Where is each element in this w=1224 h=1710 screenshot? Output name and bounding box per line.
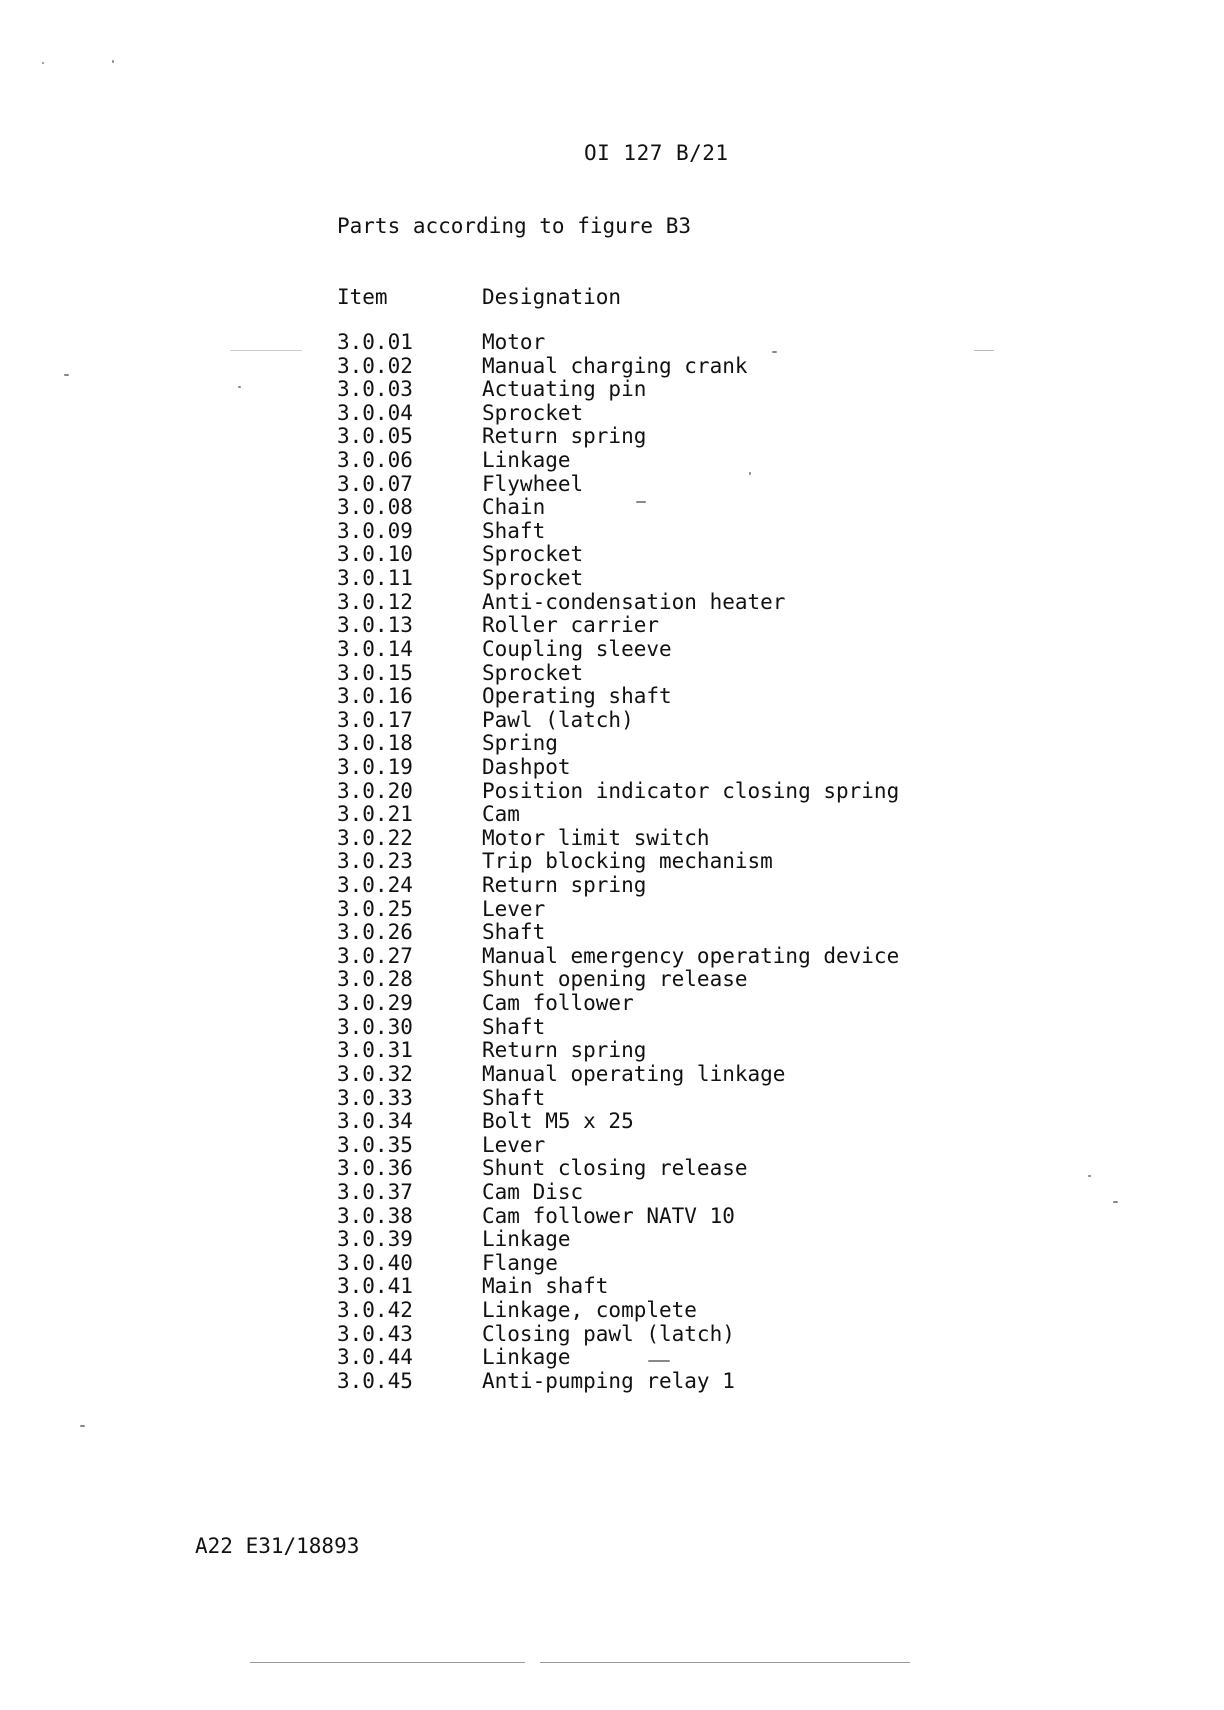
part-designation: Cam follower NATV 10 xyxy=(482,1203,735,1228)
part-designation: Sprocket xyxy=(482,400,584,425)
column-header-item: Item xyxy=(337,285,388,309)
part-row xyxy=(337,449,1037,473)
scan-rule xyxy=(540,1662,910,1663)
part-item-number: 3.0.19 xyxy=(337,754,413,779)
part-item-number: 3.0.36 xyxy=(337,1156,413,1181)
scan-speck xyxy=(648,1360,670,1362)
part-row xyxy=(337,992,1037,1016)
part-row xyxy=(337,425,1037,449)
part-row xyxy=(337,1110,1037,1134)
part-row xyxy=(337,874,1037,898)
part-designation: Shaft xyxy=(482,518,546,543)
part-row xyxy=(337,732,1037,756)
part-item-number: 3.0.37 xyxy=(337,1179,413,1204)
part-designation: Return spring xyxy=(482,873,647,898)
scan-speck xyxy=(749,472,751,475)
part-designation: Lever xyxy=(482,896,546,921)
part-row xyxy=(337,1016,1037,1040)
part-item-number: 3.0.13 xyxy=(337,613,413,638)
part-item-number: 3.0.30 xyxy=(337,1014,413,1039)
part-item-number: 3.0.14 xyxy=(337,636,413,661)
part-item-number: 3.0.39 xyxy=(337,1227,413,1252)
part-row xyxy=(337,685,1037,709)
part-row xyxy=(337,1275,1037,1299)
part-row xyxy=(337,1299,1037,1323)
column-header-designation: Designation xyxy=(482,285,622,309)
part-row xyxy=(337,827,1037,851)
part-designation: Manual operating linkage xyxy=(482,1061,786,1086)
part-row xyxy=(337,898,1037,922)
part-designation: Flange xyxy=(482,1250,558,1275)
part-row xyxy=(337,756,1037,780)
part-row xyxy=(337,850,1037,874)
part-designation: Lever xyxy=(482,1132,546,1157)
part-designation: Anti-pumping relay 1 xyxy=(482,1368,735,1393)
part-row xyxy=(337,1370,1037,1394)
part-row xyxy=(337,662,1037,686)
part-item-number: 3.0.26 xyxy=(337,920,413,945)
scan-speck xyxy=(80,1425,85,1427)
part-item-number: 3.0.38 xyxy=(337,1203,413,1228)
part-row xyxy=(337,1134,1037,1158)
section-title: Parts according to figure B3 xyxy=(337,214,692,238)
part-designation: Cam follower xyxy=(482,991,634,1016)
part-designation: Shunt opening release xyxy=(482,967,748,992)
scan-speck xyxy=(1088,1175,1091,1177)
part-item-number: 3.0.01 xyxy=(337,330,413,354)
scan-speck xyxy=(974,350,994,351)
part-item-number: 3.0.18 xyxy=(337,731,413,756)
part-designation: Spring xyxy=(482,731,558,756)
part-item-number: 3.0.22 xyxy=(337,825,413,850)
part-designation: Sprocket xyxy=(482,660,584,685)
part-row xyxy=(337,638,1037,662)
part-item-number: 3.0.09 xyxy=(337,518,413,543)
part-row xyxy=(337,567,1037,591)
part-row xyxy=(337,591,1037,615)
part-designation: Position indicator closing spring xyxy=(482,778,900,803)
part-row xyxy=(337,355,1037,379)
part-designation: Coupling sleeve xyxy=(482,636,672,661)
part-row xyxy=(337,1087,1037,1111)
part-item-number: 3.0.32 xyxy=(337,1061,413,1086)
part-designation: Shaft xyxy=(482,1014,546,1039)
part-row xyxy=(337,709,1037,733)
part-item-number: 3.0.12 xyxy=(337,589,413,614)
part-row xyxy=(337,1205,1037,1229)
part-item-number: 3.0.20 xyxy=(337,778,413,803)
part-designation: Linkage xyxy=(482,1227,571,1252)
part-row xyxy=(337,1323,1037,1347)
part-designation: Manual emergency operating device xyxy=(482,943,900,968)
part-designation: Sprocket xyxy=(482,566,584,591)
part-item-number: 3.0.21 xyxy=(337,802,413,827)
part-item-number: 3.0.06 xyxy=(337,448,413,473)
part-row xyxy=(337,520,1037,544)
part-item-number: 3.0.29 xyxy=(337,991,413,1016)
part-row xyxy=(337,921,1037,945)
part-item-number: 3.0.31 xyxy=(337,1038,413,1063)
part-item-number: 3.0.07 xyxy=(337,471,413,496)
part-row xyxy=(337,378,1037,402)
part-designation: Trip blocking mechanism xyxy=(482,849,773,874)
part-row xyxy=(337,473,1037,497)
part-row xyxy=(337,780,1037,804)
part-designation: Motor limit switch xyxy=(482,825,710,850)
part-designation: Closing pawl (latch) xyxy=(482,1321,735,1346)
part-item-number: 3.0.34 xyxy=(337,1109,413,1134)
parts-list xyxy=(337,331,1037,1393)
part-item-number: 3.0.02 xyxy=(337,353,413,378)
part-item-number: 3.0.43 xyxy=(337,1321,413,1346)
part-designation: Roller carrier xyxy=(482,613,660,638)
part-item-number: 3.0.04 xyxy=(337,400,413,425)
part-designation: Cam xyxy=(482,802,520,827)
part-item-number: 3.0.15 xyxy=(337,660,413,685)
scan-speck xyxy=(230,350,302,351)
part-designation: Flywheel xyxy=(482,471,584,496)
scan-speck xyxy=(772,351,777,353)
part-row xyxy=(337,803,1037,827)
part-row xyxy=(337,614,1037,638)
part-row xyxy=(337,1181,1037,1205)
part-designation: Manual charging crank xyxy=(482,353,748,378)
scan-speck xyxy=(42,62,44,64)
part-item-number: 3.0.33 xyxy=(337,1085,413,1110)
part-item-number: 3.0.25 xyxy=(337,896,413,921)
part-designation: Main shaft xyxy=(482,1274,609,1299)
part-item-number: 3.0.03 xyxy=(337,377,413,402)
part-row xyxy=(337,496,1037,520)
part-row xyxy=(337,1157,1037,1181)
part-designation: Linkage xyxy=(482,1345,571,1370)
part-item-number: 3.0.41 xyxy=(337,1274,413,1299)
scan-speck xyxy=(238,386,241,388)
part-designation: Return spring xyxy=(482,424,647,449)
part-row xyxy=(337,1346,1037,1370)
scan-speck xyxy=(636,501,646,503)
part-row xyxy=(337,402,1037,426)
part-row xyxy=(337,1039,1037,1063)
part-designation: Shaft xyxy=(482,920,546,945)
part-item-number: 3.0.10 xyxy=(337,542,413,567)
part-designation: Shaft xyxy=(482,1085,546,1110)
part-item-number: 3.0.44 xyxy=(337,1345,413,1370)
scan-speck xyxy=(112,60,114,63)
part-item-number: 3.0.08 xyxy=(337,495,413,520)
part-designation: Actuating pin xyxy=(482,377,647,402)
part-row xyxy=(337,945,1037,969)
document-reference: OI 127 B/21 xyxy=(584,141,729,165)
part-designation: Linkage, complete xyxy=(482,1297,697,1322)
part-designation: Pawl (latch) xyxy=(482,707,634,732)
part-item-number: 3.0.24 xyxy=(337,873,413,898)
part-item-number: 3.0.16 xyxy=(337,684,413,709)
part-item-number: 3.0.42 xyxy=(337,1297,413,1322)
part-row xyxy=(337,1252,1037,1276)
footer-reference: A22 E31/18893 xyxy=(195,1534,360,1558)
part-designation: Motor xyxy=(482,330,546,354)
part-item-number: 3.0.05 xyxy=(337,424,413,449)
part-designation: Chain xyxy=(482,495,546,520)
part-designation: Operating shaft xyxy=(482,684,672,709)
part-item-number: 3.0.45 xyxy=(337,1368,413,1393)
part-designation: Bolt M5 x 25 xyxy=(482,1109,634,1134)
part-designation: Anti-condensation heater xyxy=(482,589,786,614)
part-item-number: 3.0.27 xyxy=(337,943,413,968)
part-item-number: 3.0.23 xyxy=(337,849,413,874)
scan-rule xyxy=(250,1662,525,1663)
part-row xyxy=(337,1063,1037,1087)
part-item-number: 3.0.40 xyxy=(337,1250,413,1275)
part-row xyxy=(337,1228,1037,1252)
part-designation: Shunt closing release xyxy=(482,1156,748,1181)
part-item-number: 3.0.17 xyxy=(337,707,413,732)
part-item-number: 3.0.28 xyxy=(337,967,413,992)
part-item-number: 3.0.11 xyxy=(337,566,413,591)
scan-speck xyxy=(64,374,69,376)
part-designation: Return spring xyxy=(482,1038,647,1063)
part-row xyxy=(337,543,1037,567)
part-row xyxy=(337,331,1037,355)
part-designation: Dashpot xyxy=(482,754,571,779)
part-designation: Cam Disc xyxy=(482,1179,584,1204)
part-item-number: 3.0.35 xyxy=(337,1132,413,1157)
part-designation: Sprocket xyxy=(482,542,584,567)
scan-speck xyxy=(1113,1201,1118,1203)
part-row xyxy=(337,968,1037,992)
part-designation: Linkage xyxy=(482,448,571,473)
